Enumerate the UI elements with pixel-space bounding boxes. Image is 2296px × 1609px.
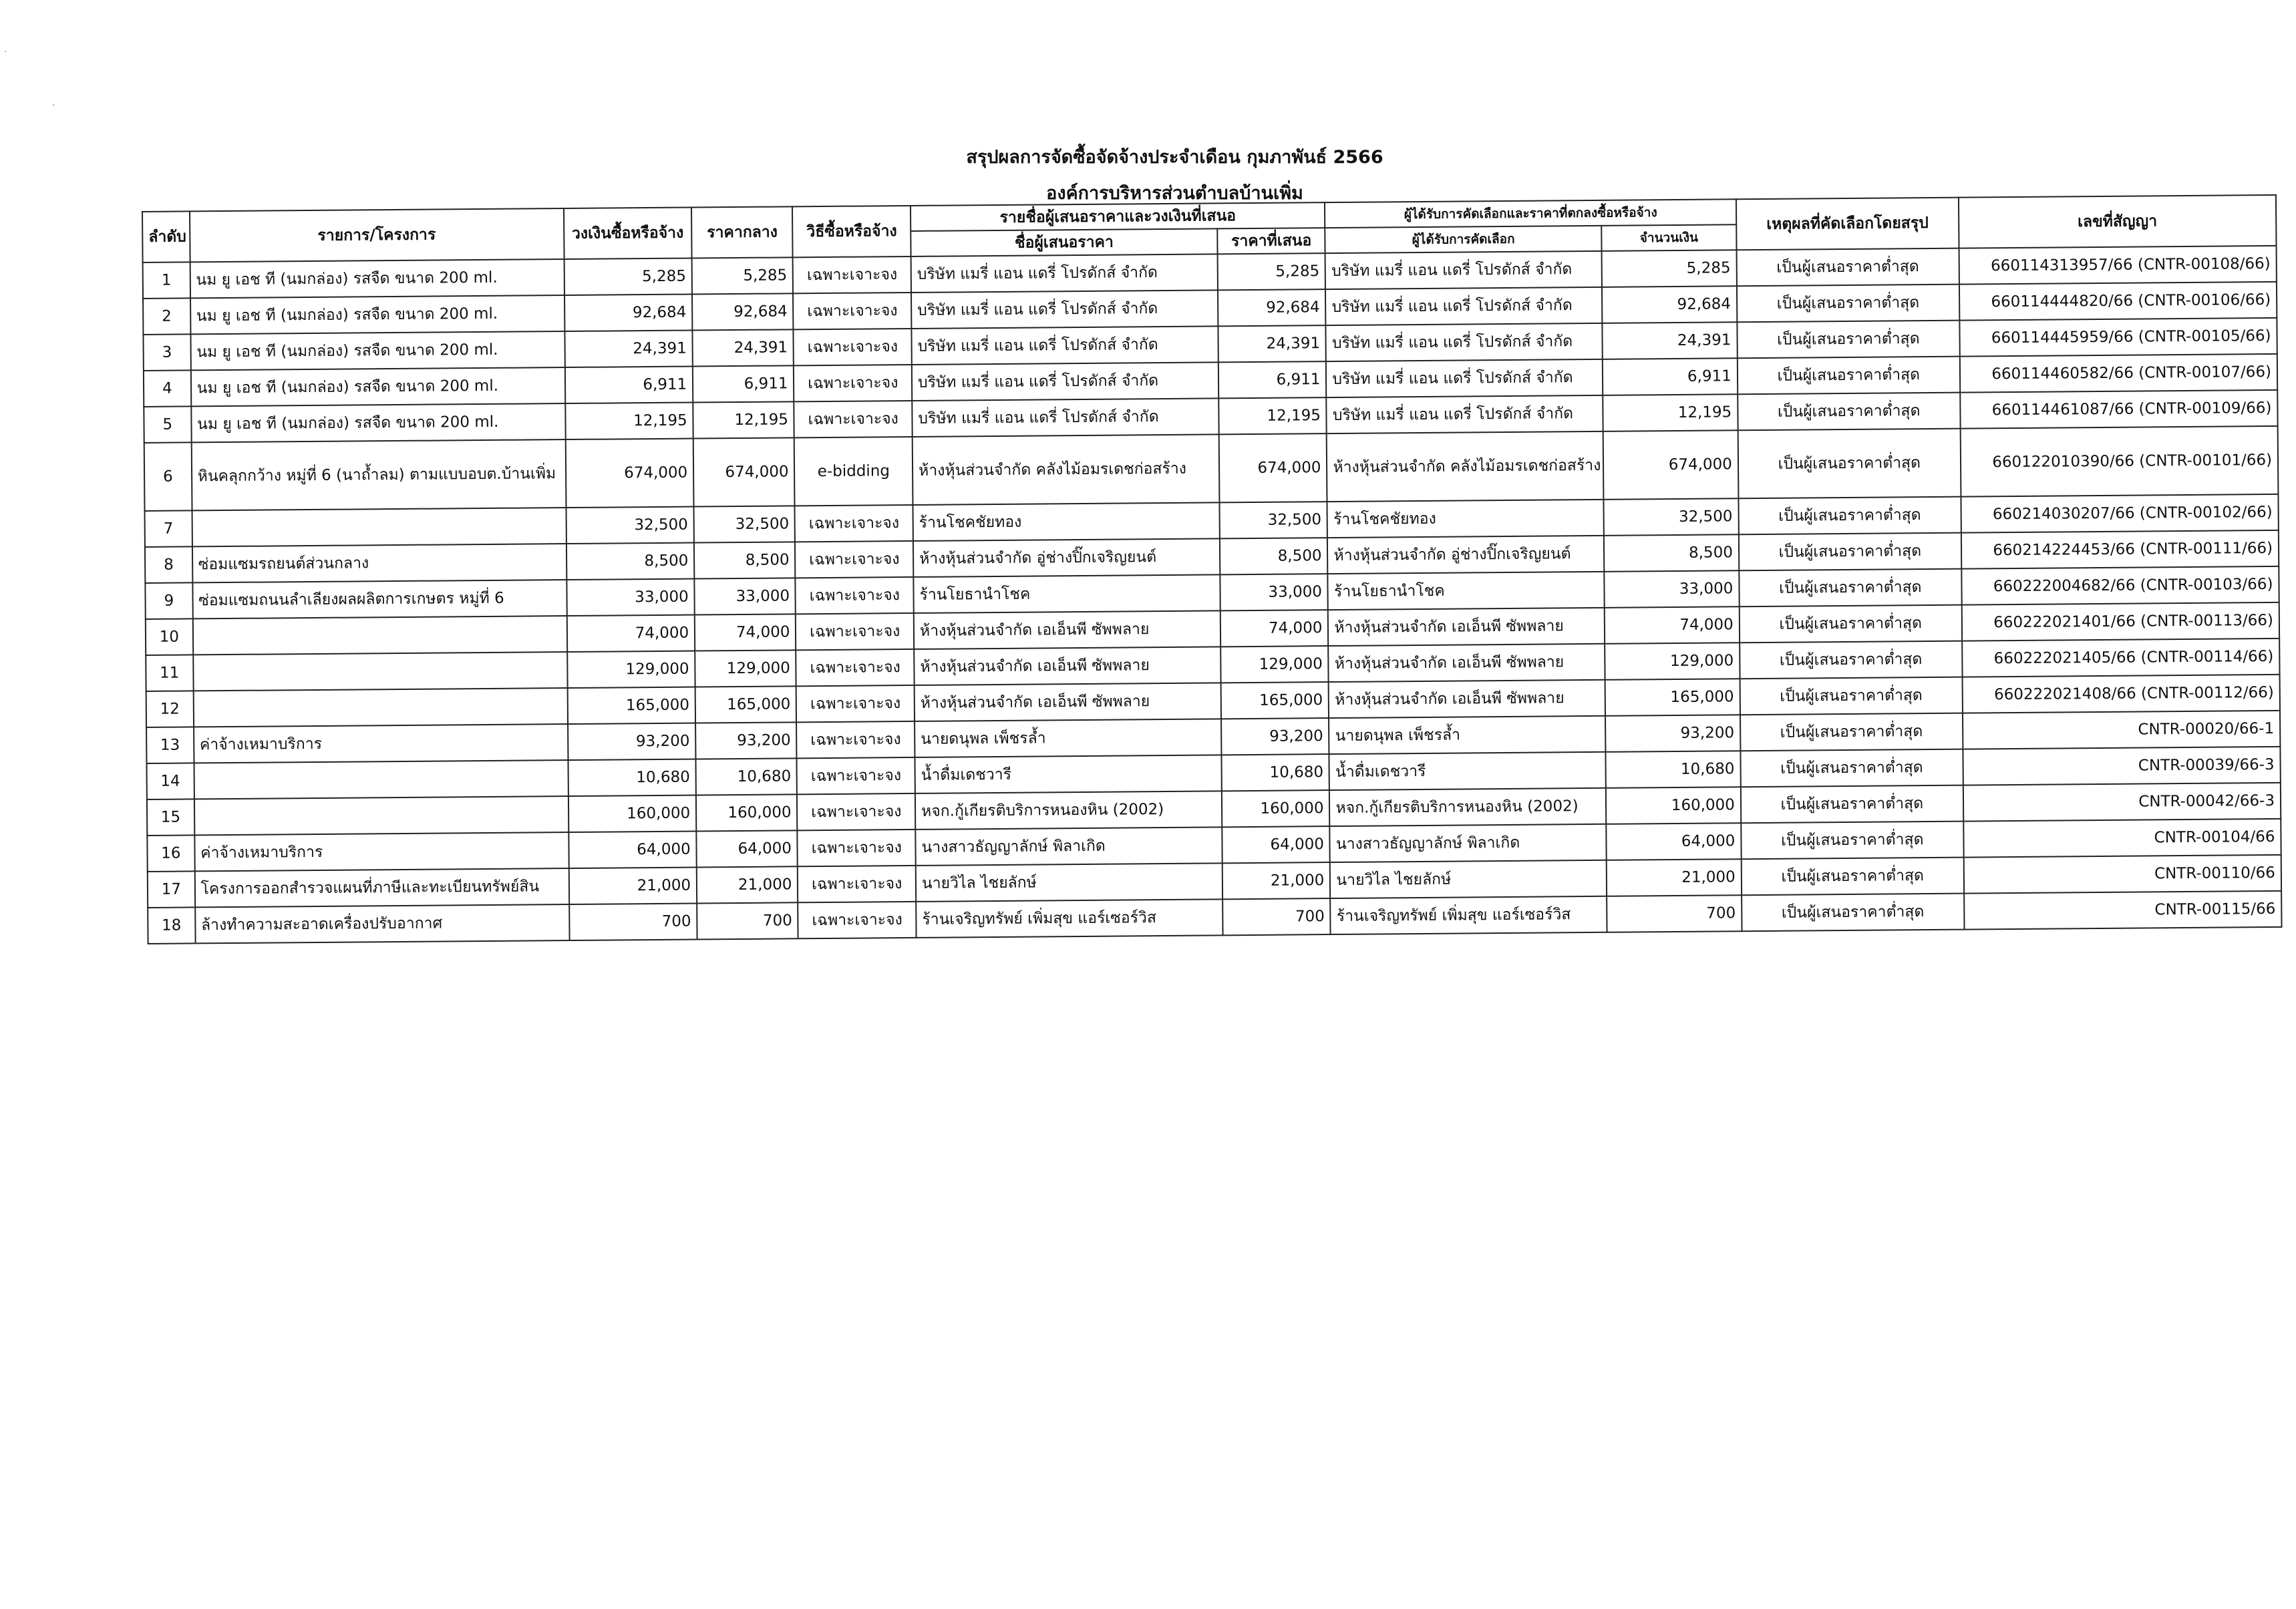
procurement-table (142, 194, 2283, 944)
cell-bidder-name: ร้านเจริญทรัพย์ เพิ่มสุข แอร์เซอร์วิส (916, 899, 1222, 938)
header-median-price: ราคากลาง (691, 206, 793, 258)
header-bidders-group: รายชื่อผู้เสนอราคาและวงเงินที่เสนอ (911, 202, 1325, 231)
cell-budget: 8,500 (566, 543, 694, 580)
cell-method: เฉพาะเจาะจง (797, 721, 915, 758)
cell-reason: เป็นผู้เสนอราคาต่ำสุด (1736, 248, 1959, 287)
cell-contract: 660222004682/66 (CNTR-00103/66) (1961, 566, 2279, 605)
cell-median-price: 64,000 (696, 830, 798, 867)
cell-contract: 660214224453/66 (CNTR-00111/66) (1961, 530, 2279, 569)
header-winner-amount: จำนวนเงิน (1601, 224, 1736, 251)
cell-winner-amount: 700 (1607, 895, 1742, 932)
cell-winner-name: ห้างหุ้นส่วนจำกัด เอเอ็นพี ซัพพลาย (1328, 608, 1605, 646)
cell-no: 3 (143, 334, 190, 371)
cell-winner-amount: 93,200 (1605, 715, 1740, 752)
cell-winner-name: บริษัท แมรี่ แอน แดรี่ โปรดักส์ จำกัด (1325, 251, 1602, 289)
cell-reason: เป็นผู้เสนอราคาต่ำสุด (1738, 429, 1961, 499)
cell-bid-price: 93,200 (1221, 718, 1329, 755)
cell-budget: 93,200 (568, 723, 696, 761)
cell-median-price: 165,000 (695, 686, 797, 723)
cell-reason: เป็นผู้เสนอราคาต่ำสุด (1742, 894, 1964, 932)
cell-winner-name: ร้านโชคชัยทอง (1327, 500, 1604, 538)
cell-method: เฉพาะเจาะจง (798, 866, 916, 902)
cell-item: ค่าจ้างเหมาบริการ (194, 724, 568, 763)
cell-budget: 129,000 (567, 651, 695, 689)
cell-budget: 92,684 (564, 295, 693, 332)
cell-bidder-name: นางสาวธัญญาลักษ์ พิลาเกิด (915, 827, 1222, 866)
cell-bidder-name: นายวิไล ไชยลักษ์ (916, 863, 1222, 902)
cell-median-price: 700 (697, 902, 798, 939)
cell-no: 11 (146, 655, 193, 691)
cell-method: เฉพาะเจาะจง (796, 649, 915, 686)
cell-budget: 64,000 (568, 832, 697, 869)
cell-contract: 660114460582/66 (CNTR-00107/66) (1960, 354, 2278, 393)
cell-winner-name: ร้านโยธานำโชค (1328, 572, 1605, 610)
cell-method: เฉพาะเจาะจง (797, 757, 915, 794)
header-bid-price: ราคาที่เสนอ (1217, 228, 1325, 254)
scan-speck: · (4, 47, 7, 57)
cell-budget: 33,000 (566, 579, 695, 616)
header-reason: เหตุผลที่คัดเลือกโดยสรุป (1736, 198, 1959, 250)
cell-budget: 700 (569, 904, 697, 941)
cell-bidder-name: ห้างหุ้นส่วนจำกัด อู่ช่างปิ๊กเจริญยนต์ (913, 538, 1220, 577)
cell-contract: CNTR-00042/66-3 (1963, 783, 2281, 822)
cell-item: นม ยู เอช ที (นมกล่อง) รสจืด ขนาด 200 ml. (190, 259, 564, 298)
cell-item (192, 508, 566, 546)
cell-bid-price: 165,000 (1221, 682, 1329, 719)
cell-no: 12 (146, 691, 194, 727)
cell-method: เฉพาะเจาะจง (794, 365, 912, 401)
cell-contract: 660214030207/66 (CNTR-00102/66) (1961, 494, 2279, 533)
cell-bid-price: 12,195 (1218, 397, 1327, 434)
header-no: ลำดับ (142, 211, 190, 262)
cell-reason: เป็นผู้เสนอราคาต่ำสุด (1740, 641, 1962, 679)
cell-bid-price: 33,000 (1220, 574, 1328, 610)
cell-reason: เป็นผู้เสนอราคาต่ำสุด (1739, 569, 1961, 607)
cell-item: หินคลุกกว้าง หมู่ที่ 6 (นาถ้ำลม) ตามแบบอบต.บ้านเพิ่ม (191, 439, 566, 510)
cell-bidder-name: บริษัท แมรี่ แอน แดรี่ โปรดักส์ จำกัด (911, 254, 1218, 293)
cell-reason: เป็นผู้เสนอราคาต่ำสุด (1738, 357, 1960, 395)
cell-median-price: 10,680 (696, 758, 798, 795)
cell-budget: 74,000 (566, 615, 695, 653)
cell-median-price: 32,500 (694, 506, 796, 542)
cell-no: 6 (144, 442, 192, 511)
header-item: รายการ/โครงการ (190, 208, 564, 262)
cell-contract: 660222021405/66 (CNTR-00114/66) (1962, 639, 2280, 677)
cell-bidder-name: บริษัท แมรี่ แอน แดรี่ โปรดักส์ จำกัด (912, 398, 1218, 437)
cell-contract: CNTR-00104/66 (1963, 819, 2281, 858)
cell-method: เฉพาะเจาะจง (795, 505, 913, 542)
cell-bidder-name: หจก.กู้เกียรติบริการหนองหิน (2002) (915, 791, 1222, 830)
cell-winner-amount: 6,911 (1603, 358, 1738, 395)
cell-reason: เป็นผู้เสนอราคาต่ำสุด (1739, 533, 1961, 571)
cell-median-price: 674,000 (693, 437, 795, 506)
cell-reason: เป็นผู้เสนอราคาต่ำสุด (1742, 858, 1964, 896)
cell-bidder-name: ห้างหุ้นส่วนจำกัด เอเอ็นพี ซัพพลาย (915, 683, 1221, 721)
cell-winner-name: บริษัท แมรี่ แอน แดรี่ โปรดักส์ จำกัด (1325, 287, 1602, 325)
cell-method: เฉพาะเจาะจง (796, 685, 915, 722)
cell-reason: เป็นผู้เสนอราคาต่ำสุด (1740, 713, 1963, 751)
cell-winner-name: นางสาวธัญญาลักษ์ พิลาเกิด (1330, 824, 1607, 862)
cell-winner-name: บริษัท แมรี่ แอน แดรี่ โปรดักส์ จำกัด (1327, 395, 1603, 433)
cell-bid-price: 74,000 (1220, 610, 1329, 647)
cell-winner-amount: 10,680 (1605, 751, 1740, 788)
cell-winner-amount: 74,000 (1605, 606, 1740, 644)
cell-budget: 21,000 (568, 868, 697, 905)
cell-no: 2 (143, 298, 190, 335)
cell-reason: เป็นผู้เสนอราคาต่ำสุด (1738, 393, 1960, 431)
cell-median-price: 160,000 (696, 794, 798, 831)
cell-bid-price: 5,285 (1218, 253, 1326, 290)
cell-winner-amount: 160,000 (1606, 787, 1741, 824)
cell-median-price: 21,000 (697, 866, 798, 903)
cell-winner-amount: 21,000 (1607, 859, 1742, 896)
cell-bidder-name: ร้านโชคชัยทอง (913, 502, 1220, 541)
cell-winner-amount: 674,000 (1603, 430, 1739, 500)
cell-contract: 660114444820/66 (CNTR-00106/66) (1959, 282, 2277, 321)
cell-no: 13 (146, 727, 194, 763)
cell-contract: 660114313957/66 (CNTR-00108/66) (1959, 246, 2277, 285)
cell-item: นม ยู เอช ที (นมกล่อง) รสจืด ขนาด 200 ml. (191, 403, 565, 442)
cell-median-price: 129,000 (695, 650, 796, 687)
cell-winner-name: ห้างหุ้นส่วนจำกัด เอเอ็นพี ซัพพลาย (1329, 644, 1605, 682)
cell-contract: 660122010390/66 (CNTR-00101/66) (1960, 426, 2278, 497)
cell-item (194, 796, 568, 835)
cell-median-price: 74,000 (695, 614, 796, 651)
cell-winner-amount: 33,000 (1604, 570, 1739, 608)
cell-budget: 24,391 (564, 331, 693, 368)
cell-reason: เป็นผู้เสนอราคาต่ำสุด (1741, 822, 1963, 860)
cell-winner-amount: 165,000 (1605, 679, 1740, 716)
cell-median-price: 5,285 (692, 257, 794, 294)
cell-method: เฉพาะเจาะจง (793, 293, 911, 329)
cell-reason: เป็นผู้เสนอราคาต่ำสุด (1740, 677, 1962, 715)
cell-contract: 660222021401/66 (CNTR-00113/66) (1961, 602, 2279, 641)
cell-no: 17 (148, 871, 195, 908)
cell-bid-price: 92,684 (1218, 289, 1326, 326)
cell-method: เฉพาะเจาะจง (793, 256, 911, 293)
header-contract: เลขที่สัญญา (1959, 195, 2277, 248)
cell-reason: เป็นผู้เสนอราคาต่ำสุด (1740, 749, 1963, 787)
cell-item: ล้างทำความสะอาดเครื่องปรับอากาศ (195, 904, 569, 943)
cell-item: ค่าจ้างเหมาบริการ (194, 832, 568, 871)
cell-winner-name: บริษัท แมรี่ แอน แดรี่ โปรดักส์ จำกัด (1326, 323, 1603, 361)
cell-contract: CNTR-00115/66 (1964, 891, 2282, 930)
cell-budget: 10,680 (568, 759, 696, 797)
cell-no: 15 (147, 799, 194, 836)
cell-budget: 5,285 (564, 258, 692, 296)
cell-winner-name: ร้านเจริญทรัพย์ เพิ่มสุข แอร์เซอร์วิส (1331, 896, 1607, 934)
cell-bidder-name: บริษัท แมรี่ แอน แดรี่ โปรดักส์ จำกัด (911, 290, 1218, 329)
header-winner-name: ผู้ได้รับการคัดเลือก (1325, 226, 1602, 253)
cell-item (193, 688, 567, 727)
cell-bidder-name: ห้างหุ้นส่วนจำกัด เอเอ็นพี ซัพพลาย (914, 647, 1220, 685)
cell-contract: 660114461087/66 (CNTR-00109/66) (1960, 390, 2278, 429)
cell-bidder-name: ห้างหุ้นส่วนจำกัด คลังไม้อมรเดชก่อสร้าง (913, 434, 1220, 505)
header-budget: วงเงินซื้อหรือจ้าง (563, 208, 691, 260)
cell-bid-price: 674,000 (1219, 433, 1327, 502)
cell-bid-price: 129,000 (1220, 646, 1329, 683)
cell-item (194, 760, 568, 799)
cell-item: โครงการออกสำรวจแผนที่ภาษีและทะเบียนทรัพย์สิน (194, 868, 568, 907)
cell-item: ซ่อมแซมถนนลำเลียงผลผลิตการเกษตร หมู่ที่ 6 (192, 580, 566, 618)
cell-reason: เป็นผู้เสนอราคาต่ำสุด (1737, 321, 1959, 359)
scan-speck: · (52, 100, 55, 111)
cell-budget: 6,911 (564, 367, 693, 404)
cell-winner-name: ห้างหุ้นส่วนจำกัด อู่ช่างปิ๊กเจริญยนต์ (1327, 536, 1604, 574)
cell-bidder-name: บริษัท แมรี่ แอน แดรี่ โปรดักส์ จำกัด (912, 362, 1218, 401)
cell-bid-price: 700 (1222, 898, 1331, 935)
cell-winner-name: ห้างหุ้นส่วนจำกัด เอเอ็นพี ซัพพลาย (1329, 680, 1605, 718)
cell-bidder-name: นายดนุพล เพ็ชรล้ำ (915, 719, 1221, 757)
cell-bid-price: 6,911 (1218, 361, 1327, 398)
cell-reason: เป็นผู้เสนอราคาต่ำสุด (1738, 497, 1961, 535)
cell-winner-amount: 5,285 (1602, 250, 1737, 287)
header-method: วิธีซื้อหรือจ้าง (792, 206, 911, 257)
cell-method: เฉพาะเจาะจง (798, 830, 916, 866)
cell-method: เฉพาะเจาะจง (795, 541, 913, 578)
cell-no: 7 (145, 510, 192, 547)
cell-no: 10 (146, 618, 193, 655)
cell-contract: 660222021408/66 (CNTR-00112/66) (1962, 675, 2280, 713)
cell-bid-price: 160,000 (1222, 790, 1330, 827)
cell-contract: 660114445959/66 (CNTR-00105/66) (1959, 318, 2277, 357)
cell-winner-amount: 8,500 (1604, 534, 1739, 572)
cell-no: 9 (145, 582, 192, 619)
cell-budget: 165,000 (567, 687, 695, 725)
cell-reason: เป็นผู้เสนอราคาต่ำสุด (1737, 285, 1959, 323)
cell-bidder-name: บริษัท แมรี่ แอน แดรี่ โปรดักส์ จำกัด (911, 326, 1218, 365)
cell-median-price: 8,500 (694, 542, 796, 578)
cell-budget: 674,000 (565, 439, 693, 508)
cell-no: 4 (144, 370, 191, 407)
cell-no: 14 (146, 763, 194, 799)
cell-no: 18 (148, 907, 195, 944)
cell-bid-price: 32,500 (1220, 502, 1328, 538)
cell-winner-amount: 129,000 (1605, 643, 1740, 680)
cell-method: เฉพาะเจาะจง (798, 902, 917, 938)
document-title: สรุปผลการจัดซื้อจัดจ้างประจำเดือน กุมภาพันธ์ 2566 (966, 147, 1383, 168)
cell-method: เฉพาะเจาะจง (794, 401, 913, 437)
cell-budget: 160,000 (568, 795, 696, 833)
cell-contract: CNTR-00039/66-3 (1963, 747, 2281, 785)
table-body (143, 246, 2282, 944)
cell-item: นม ยู เอช ที (นมกล่อง) รสจืด ขนาด 200 ml. (190, 331, 564, 370)
cell-reason: เป็นผู้เสนอราคาต่ำสุด (1740, 605, 1962, 643)
cell-item (193, 652, 567, 691)
cell-winner-amount: 92,684 (1602, 286, 1737, 323)
cell-budget: 12,195 (565, 403, 693, 440)
cell-winner-amount: 32,500 (1604, 498, 1739, 536)
cell-contract: CNTR-00110/66 (1963, 855, 2281, 894)
cell-median-price: 6,911 (693, 365, 794, 402)
cell-method: เฉพาะเจาะจง (797, 793, 915, 830)
header-bidder-name: ชื่อผู้เสนอราคา (911, 228, 1217, 256)
cell-bid-price: 24,391 (1218, 325, 1326, 362)
document-subtitle: องค์การบริหารส่วนตำบลบ้านเพิ่ม (1046, 183, 1303, 204)
cell-winner-name: บริษัท แมรี่ แอน แดรี่ โปรดักส์ จำกัด (1326, 359, 1603, 397)
cell-item: ซ่อมแซมรถยนต์ส่วนกลาง (192, 544, 566, 582)
cell-median-price: 24,391 (693, 329, 794, 366)
cell-no: 1 (143, 262, 190, 299)
cell-bid-price: 10,680 (1221, 754, 1329, 791)
cell-item: นม ยู เอช ที (นมกล่อง) รสจืด ขนาด 200 ml. (190, 295, 564, 334)
cell-method: เฉพาะเจาะจง (796, 613, 914, 650)
cell-method: เฉพาะเจาะจง (794, 329, 912, 365)
cell-bid-price: 8,500 (1220, 538, 1328, 574)
cell-winner-name: น้ำดื่มเดชวารี (1329, 752, 1606, 790)
cell-reason: เป็นผู้เสนอราคาต่ำสุด (1741, 785, 1963, 824)
cell-bid-price: 21,000 (1222, 862, 1331, 899)
cell-no: 16 (147, 835, 194, 872)
cell-winner-name: ห้างหุ้นส่วนจำกัด คลังไม้อมรเดชก่อสร้าง (1327, 431, 1603, 502)
cell-winner-name: นายดนุพล เพ็ชรล้ำ (1329, 716, 1605, 754)
cell-bidder-name: ร้านโยธานำโชค (913, 574, 1220, 613)
cell-item: นม ยู เอช ที (นมกล่อง) รสจืด ขนาด 200 ml. (190, 367, 564, 406)
cell-median-price: 12,195 (693, 401, 794, 438)
cell-winner-amount: 24,391 (1602, 322, 1737, 359)
cell-winner-amount: 64,000 (1606, 823, 1741, 860)
header-winner-group: ผู้ได้รับการคัดเลือกและราคาที่ตกลงซื้อหรือจ้าง (1325, 199, 1736, 228)
cell-method: เฉพาะเจาะจง (796, 577, 914, 614)
cell-no: 8 (145, 546, 192, 583)
cell-method: e-bidding (794, 437, 913, 506)
cell-bidder-name: ห้างหุ้นส่วนจำกัด เอเอ็นพี ซัพพลาย (914, 610, 1220, 649)
cell-winner-name: หจก.กู้เกียรติบริการหนองหิน (2002) (1329, 788, 1606, 826)
cell-median-price: 92,684 (692, 293, 794, 330)
cell-median-price: 33,000 (695, 578, 796, 614)
cell-no: 5 (144, 406, 191, 443)
cell-winner-name: นายวิไล ไชยลักษ์ (1330, 860, 1607, 898)
cell-contract: CNTR-00020/66-1 (1963, 711, 2281, 749)
cell-item (192, 616, 566, 655)
cell-bid-price: 64,000 (1222, 826, 1330, 863)
cell-budget: 32,500 (566, 507, 694, 544)
cell-winner-amount: 12,195 (1603, 394, 1738, 431)
cell-median-price: 93,200 (695, 722, 797, 759)
cell-bidder-name: น้ำดื่มเดชวารี (915, 755, 1221, 793)
